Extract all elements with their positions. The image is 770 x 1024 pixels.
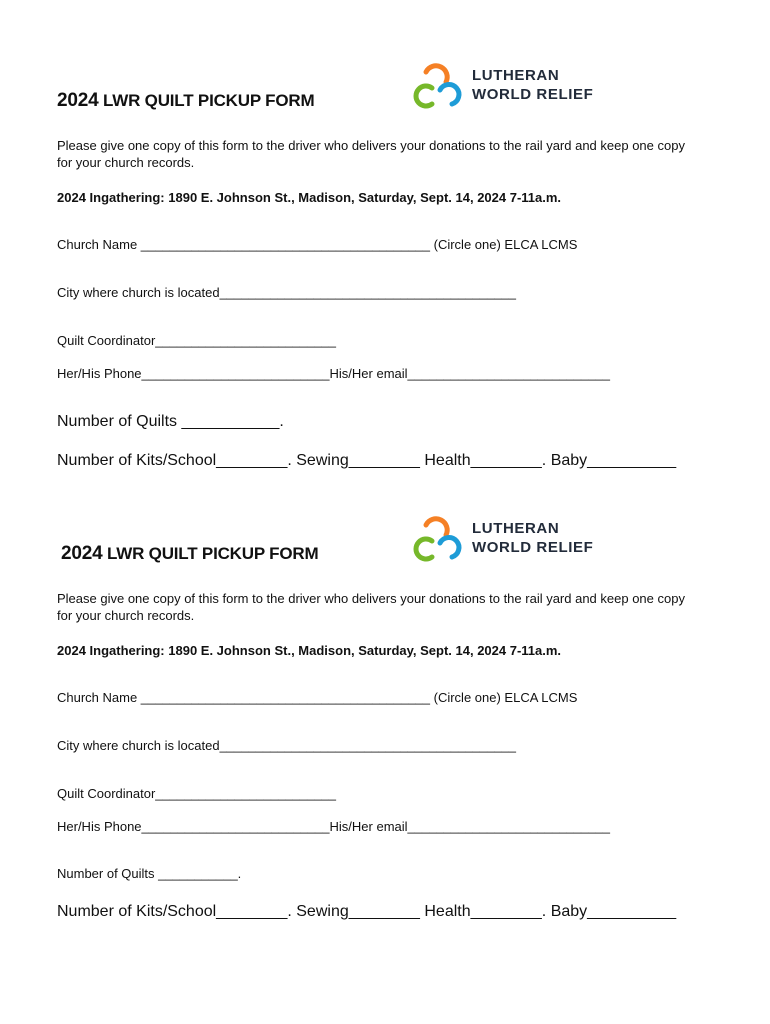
kits-count-field[interactable]: Number of Kits/School________. Sewing________ Health________. Baby__________ (57, 903, 677, 920)
lwr-logo (412, 513, 612, 565)
lwr-logo (412, 60, 612, 112)
ingathering-info: 2024 Ingathering: 1890 E. Johnson St., Madison, Saturday, Sept. 14, 2024 7-11a.m. (57, 643, 562, 658)
intro-text: Please give one copy of this form to the driver who delivers your donations to the rail yard and keep one copy for your church records. (57, 591, 685, 623)
logo-line-2: WORLD RELIEF (472, 539, 594, 556)
coordinator-field[interactable]: Quilt Coordinator_________________________ (57, 786, 337, 801)
form-title: 2024 LWR QUILT PICKUP FORM (61, 543, 319, 564)
city-field[interactable]: City where church is located_________________________________________ (57, 738, 516, 753)
kits-count-field[interactable]: Number of Kits/School________. Sewing________ Health________. Baby__________ (57, 452, 677, 469)
phone-email-field[interactable]: Her/His Phone__________________________His/Her email____________________________ (57, 819, 610, 834)
lwr-logo-icon (412, 513, 468, 565)
form-title: 2024 LWR QUILT PICKUP FORM (57, 90, 315, 111)
quilts-count-field[interactable]: Number of Quilts ___________. (57, 413, 284, 430)
logo-line-2: WORLD RELIEF (472, 86, 594, 103)
intro-text: Please give one copy of this form to the driver who delivers your donations to the rail yard and keep one copy for your church records. (57, 138, 685, 170)
quilts-count-field[interactable]: Number of Quilts ___________. (57, 866, 242, 881)
coordinator-field[interactable]: Quilt Coordinator_________________________ (57, 333, 337, 348)
church-name-field[interactable]: Church Name ________________________________________ (Circle one) ELCA LCMS (57, 690, 578, 705)
church-name-field[interactable]: Church Name ________________________________________ (Circle one) ELCA LCMS (57, 237, 578, 252)
pickup-form-2 (0, 453, 770, 920)
ingathering-info: 2024 Ingathering: 1890 E. Johnson St., Madison, Saturday, Sept. 14, 2024 7-11a.m. (57, 190, 562, 205)
lwr-logo-icon (412, 60, 468, 112)
city-field[interactable]: City where church is located_________________________________________ (57, 285, 516, 300)
phone-email-field[interactable]: Her/His Phone__________________________His/Her email____________________________ (57, 366, 610, 381)
logo-line-1: LUTHERAN (472, 520, 560, 537)
logo-line-1: LUTHERAN (472, 67, 560, 84)
pickup-form-1 (0, 0, 770, 469)
